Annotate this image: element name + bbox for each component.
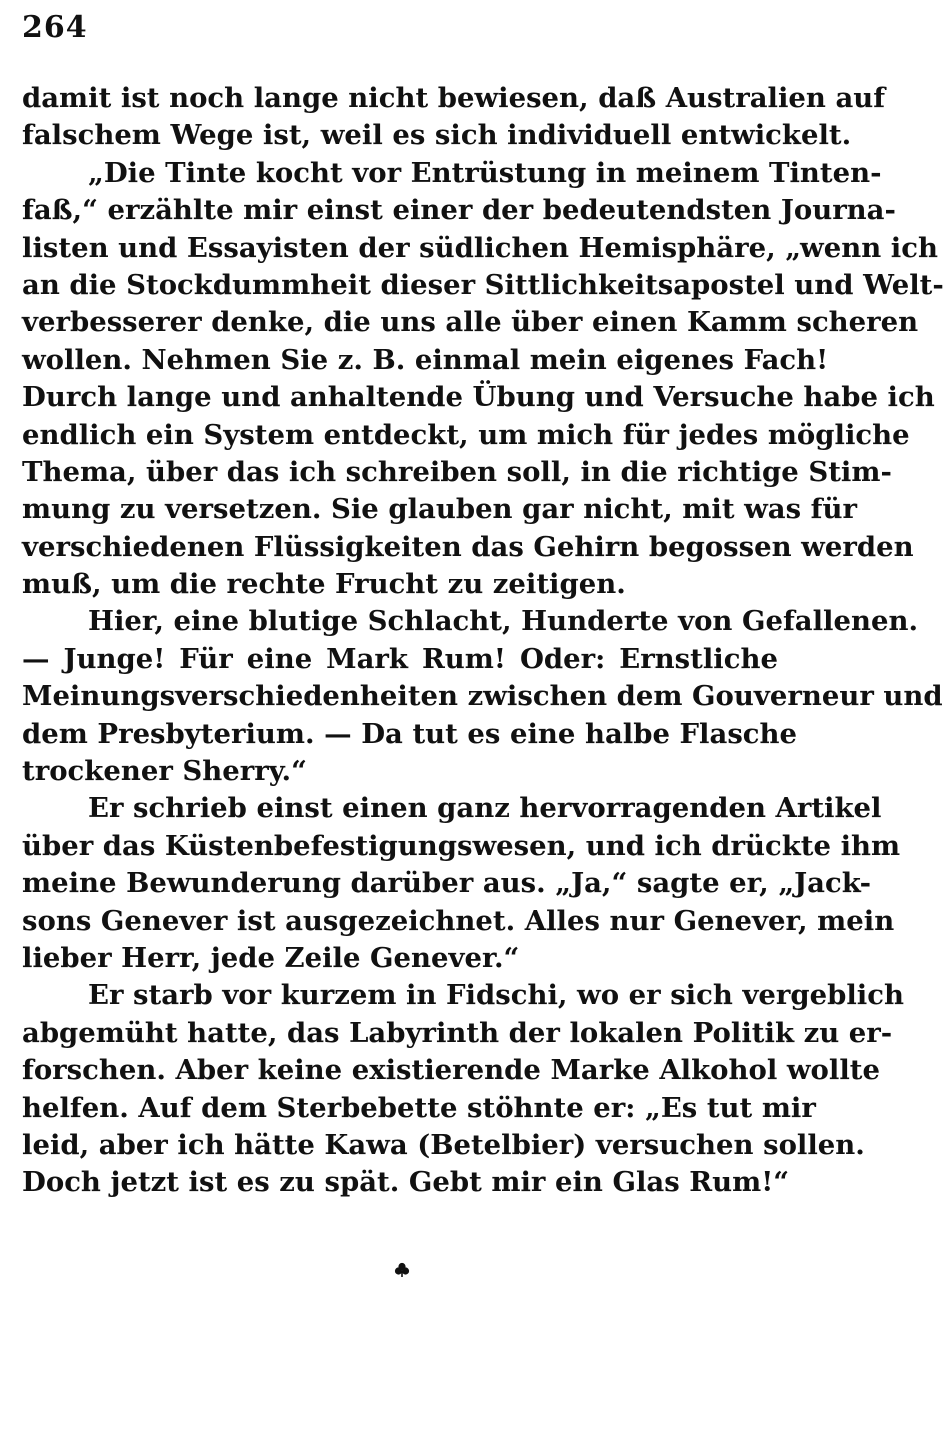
text-line: trockener Sherry.“ [22, 755, 307, 788]
text-line: „Die Tinte kocht vor Entrüstung in meinem Tinten- [88, 156, 882, 189]
text-line: — Junge! Für eine Mark Rum! Oder: Ernstliche [22, 642, 778, 675]
text-line: Meinungsverschiedenheiten zwischen dem Gouverneur und [22, 680, 943, 713]
ornament-icon [394, 1262, 410, 1278]
text-line: lieber Herr, jede Zeile Genever.“ [22, 941, 520, 974]
text-line: Er schrieb einst einen ganz hervorragenden Artikel [88, 792, 882, 825]
text-line: meine Bewunderung darüber aus. „Ja,“ sagte er, „Jack- [22, 867, 872, 900]
text-line: abgemüht hatte, das Labyrinth der lokalen Politik zu er- [22, 1016, 893, 1049]
body-text [22, 80, 944, 1202]
text-line: falschem Wege ist, weil es sich individuell entwickelt. [22, 119, 852, 152]
text-line: sons Genever ist ausgezeichnet. Alles nur Genever, mein [22, 904, 895, 937]
text-line: forschen. Aber keine existierende Marke Alkohol wollte [22, 1054, 880, 1087]
text-line: Er starb vor kurzem in Fidschi, wo er sich vergeblich [88, 979, 904, 1012]
text-line: Hier, eine blutige Schlacht, Hunderte von Gefallenen. [88, 605, 919, 638]
text-line: muß, um die rechte Frucht zu zeitigen. [22, 568, 626, 601]
page-number: 264 [22, 10, 88, 45]
text-line: an die Stockdummheit dieser Sittlichkeitsapostel und Welt- [22, 268, 944, 301]
text-line: endlich ein System entdeckt, um mich für jedes mögliche [22, 418, 910, 451]
text-line: damit ist noch lange nicht bewiesen, daß Australien auf [22, 82, 886, 114]
text-line: Doch jetzt ist es zu spät. Gebt mir ein Glas Rum!“ [22, 1166, 790, 1199]
text-line: verbesserer denke, die uns alle über einen Kamm scheren [22, 306, 919, 339]
text-line: Thema, über das ich schreiben soll, in die richtige Stim- [22, 455, 892, 488]
text-line: listen und Essayisten der südlichen Hemisphäre, „wenn ich [22, 231, 938, 264]
text-line: faß,“ erzählte mir einst einer der bedeutendsten Journa- [22, 194, 896, 227]
text-line: mung zu versetzen. Sie glauben gar nicht, mit was für [22, 493, 857, 526]
text-line: verschiedenen Flüssigkeiten das Gehirn begossen werden [22, 530, 914, 563]
text-line: leid, aber ich hätte Kawa (Betelbier) versuchen sollen. [22, 1128, 865, 1161]
text-line: Durch lange und anhaltende Übung und Versuche habe ich [22, 381, 935, 414]
text-line: über das Küstenbefestigungswesen, und ich drückte ihm [22, 829, 901, 862]
text-line: helfen. Auf dem Sterbebette stöhnte er: „Es tut mir [22, 1091, 816, 1124]
text-line: wollen. Nehmen Sie z. B. einmal mein eigenes Fach! [22, 343, 829, 376]
text-line: dem Presbyterium. — Da tut es eine halbe Flasche [22, 717, 798, 750]
